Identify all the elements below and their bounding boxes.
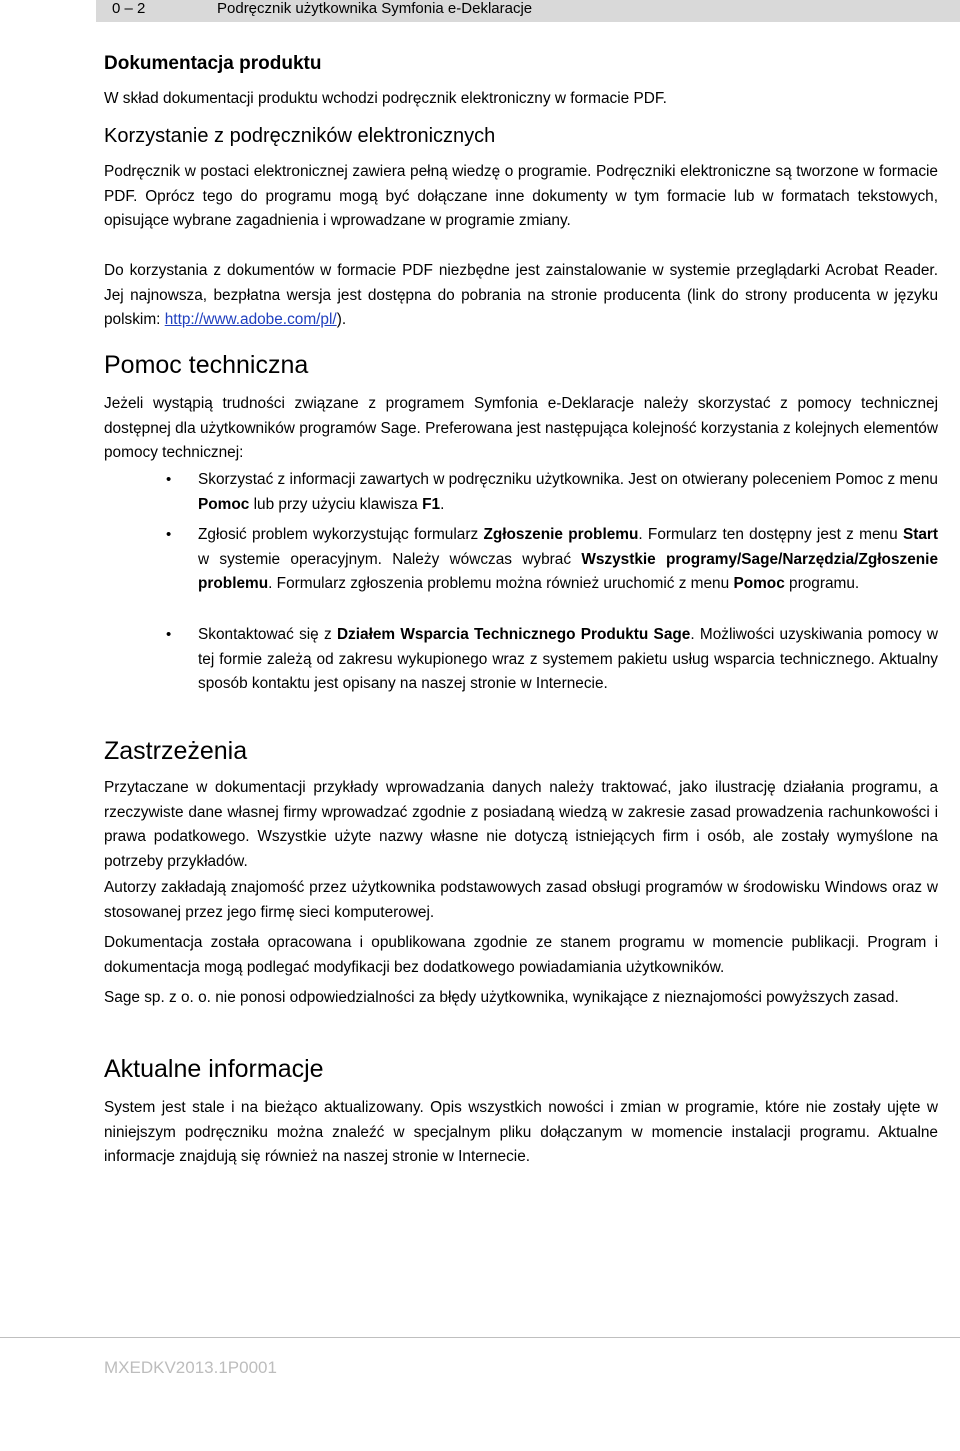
paragraph-korzystanie-1: Podręcznik w postaci elektronicznej zawiera pełną wiedzę o programie. Podręczniki elektroniczne są tworzone w formacie PDF. Oprócz tego do programu mogą być dołączane inne dokumenty w tym formacie lub w formatach tekstowych, opisujące wybrane zagadnienia i wprowadzane w programie zmiany. (104, 163, 938, 229)
list-item: • Skontaktować się z Działem Wsparcia Technicznego Produktu Sage. Możliwości uzyskiwania pomocy w tej formie zależą od zakresu wykupionego wraz z systemem pakietu usług wsparcia technicznego. Aktualny sposób kontaktu jest opisany na naszej stronie w Internecie. (160, 623, 938, 697)
document-code: MXEDKV2013.1P0001 (104, 1358, 277, 1377)
heading-zastrzezenia: Zastrzeżenia (104, 737, 248, 765)
running-title: Podręcznik użytkownika Symfonia e-Deklaracje (217, 0, 533, 17)
paragraph-pomoc-intro: Jeżeli wystąpią trudności związane z programem Symfonia e-Deklaracje należy skorzystać z pomocy technicznej dostępnej dla użytkowników programów Sage. Preferowana jest następująca kolejność korzystania z kolejnych elementów pomocy technicznej: (104, 395, 938, 461)
bullet-icon: • (166, 471, 172, 488)
heading-dokumentacja: Dokumentacja produktu (104, 53, 322, 74)
footer-divider (0, 1337, 960, 1338)
paragraph-zastrzezenia-2: Autorzy zakładają znajomość przez użytkownika podstawowych zasad obsługi programów w środowisku Windows oraz w stosowanej przez jego firmę sieci komputerowej. (104, 879, 938, 921)
paragraph-zastrzezenia-1: Przytaczane w dokumentacji przykłady wprowadzania danych należy traktować, jako ilustrację działania programu, a rzeczywiste dane własnej firmy wprowadzać zgodnie z posiadaną wiedzą w zakresie zasad prowadzenia rachunkowości i prawa podatkowego. Wszystkie użyte nazwy własne nie dotyczą istniejących firm i osób, ale zostały wymyślone na potrzeby przykładów. (104, 779, 938, 870)
heading-korzystanie: Korzystanie z podręczników elektronicznych (104, 125, 496, 147)
list-item: • Skorzystać z informacji zawartych w podręczniku użytkownika. Jest on otwierany poleceniem Pomoc z menu Pomoc lub przy użyciu klawisza F1. (160, 468, 938, 517)
paragraph-korzystanie-2: Do korzystania z dokumentów w formacie PDF niezbędne jest zainstalowanie w systemie przeglądarki Acrobat Reader. Jej najnowsza, bezpłatna wersja jest dostępna do pobrania na stronie producenta (link do strony producenta w języku polskim: http://www.adobe.com/pl/). (104, 262, 938, 328)
bullet-icon: • (166, 626, 172, 643)
heading-aktualne: Aktualne informacje (104, 1055, 324, 1083)
heading-pomoc: Pomoc techniczna (104, 351, 309, 379)
adobe-link[interactable]: http://www.adobe.com/pl/ (164, 311, 337, 328)
bullet-icon: • (166, 526, 172, 543)
paragraph-aktualne: System jest stale i na bieżąco aktualizowany. Opis wszystkich nowości i zmian w programie, które nie zostały ujęte w niniejszym podręczniku można znaleźć w specjalnym pliku dołączanym w momencie instalacji programu. Aktualne informacje znajdują się również na naszej stronie w Internecie. (104, 1099, 938, 1165)
paragraph-zastrzezenia-4: Sage sp. z o. o. nie ponosi odpowiedzialności za błędy użytkownika, wynikające z nieznajomości powyższych zasad. (104, 989, 899, 1006)
paragraph-zastrzezenia-3: Dokumentacja została opracowana i opublikowana zgodnie ze stanem programu w momencie publikacji. Program i dokumentacja mogą podlegać modyfikacji bez dodatkowego powiadamiania użytkowników. (104, 934, 938, 976)
paragraph-dokumentacja: W skład dokumentacji produktu wchodzi podręcznik elektroniczny w formacie PDF. (104, 90, 667, 107)
list-item: • Zgłosić problem wykorzystując formularz Zgłoszenie problemu. Formularz ten dostępny jest z menu Start w systemie operacyjnym. Należy wówczas wybrać Wszystkie programy/Sage/Narzędzia/Zgłoszenie problemu. Formularz zgłoszenia problemu można również uruchomić z menu Pomoc programu. (160, 523, 938, 597)
page-number: 0 – 2 (112, 0, 146, 17)
